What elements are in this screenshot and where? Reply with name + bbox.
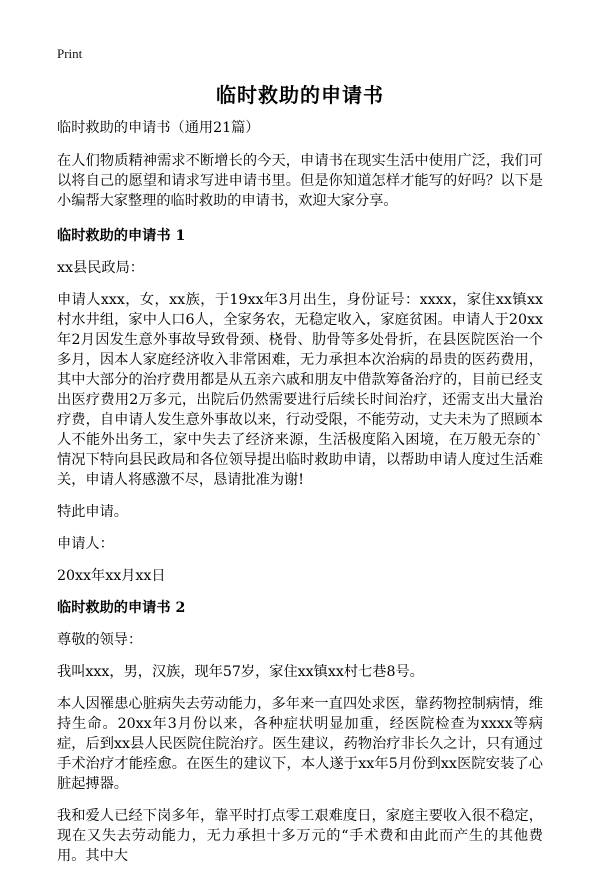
body-paragraph: 本人因罹患心脏病失去劳动能力，多年来一直四处求医，靠药物控制病情，维持生命。20xx年3月份以来，各种症状明显加重，经医院检查为xxxx等病症，后到xx县人民医院住院治疗。医生建议，药物治疗非长久之计，只有通过手术治疗才能痊愈。在医生的建议下，本人遂于xx年5月份到xx医院安装了心脏起搏器。 <box>57 696 543 792</box>
document-body <box>57 118 543 878</box>
salutation: xx县民政局： <box>57 260 144 276</box>
body-paragraph: 申请人xxx，女，xx族，于19xx年3月出生，身份证号：xxxx，家住xx镇xx村水井组，家中人口6人，全家务农，无稳定收入，家庭贫困。申请人于20xx年2月因发生意外事故导致骨颈、桡骨、肋骨等多处骨折，在县医院医治一个多月，因本人家庭经济收入非常困难，无力承担本次治病的昂贵的医药费用，其中大部分的治疗费用都是从五亲六戚和朋友中借款筹备治疗的，目前已经支出医疗费用2万多元，出院后仍然需要进行后续长时间治疗，还需支出大量治疗费，自申请人发生意外事故以来，行动受限，不能劳动，丈夫未为了照顾本人不能外出务工，家中失去了经济来源，生活极度陷入困境，在万般无奈的`情况下特向县民政局和各位领导提出临时救助申请，以帮助申请人度过生活难关，申请人将感激不尽，恳请批准为谢! <box>57 292 543 488</box>
intro-paragraph: 在人们物质精神需求不断增长的今天，申请书在现实生活中使用广泛，我们可以将自己的愿望和请求写进申请书里。但是你知道怎样才能写的好吗？以下是小编帮大家整理的临时救助的申请书，欢迎大家分享。 <box>57 153 543 209</box>
print-label: Print <box>57 46 83 61</box>
salutation: 尊敬的领导： <box>57 632 143 648</box>
section-heading: 临时救助的申请书 1 <box>57 228 186 244</box>
body-paragraph: 我叫xxx，男，汉族，现年57岁，家住xx镇xx村七巷8号。 <box>57 664 424 680</box>
document-title: 临时救助的申请书 <box>216 83 384 107</box>
closing-line: 特此申请。 <box>57 504 128 520</box>
date-line: 20xx年xx月xx日 <box>57 568 166 584</box>
body-paragraph: 我和爱人已经下岗多年，靠平时打点零工艰难度日，家庭主要收入很不稳定，现在又失去劳动能力，无力承担十多万元的“手术费和由此而产生的其他费用。其中大 <box>57 808 543 864</box>
section-heading: 临时救助的申请书 2 <box>57 600 186 616</box>
document-subtitle: 临时救助的申请书（通用21篇） <box>57 120 260 136</box>
applicant-label: 申请人： <box>57 536 114 552</box>
